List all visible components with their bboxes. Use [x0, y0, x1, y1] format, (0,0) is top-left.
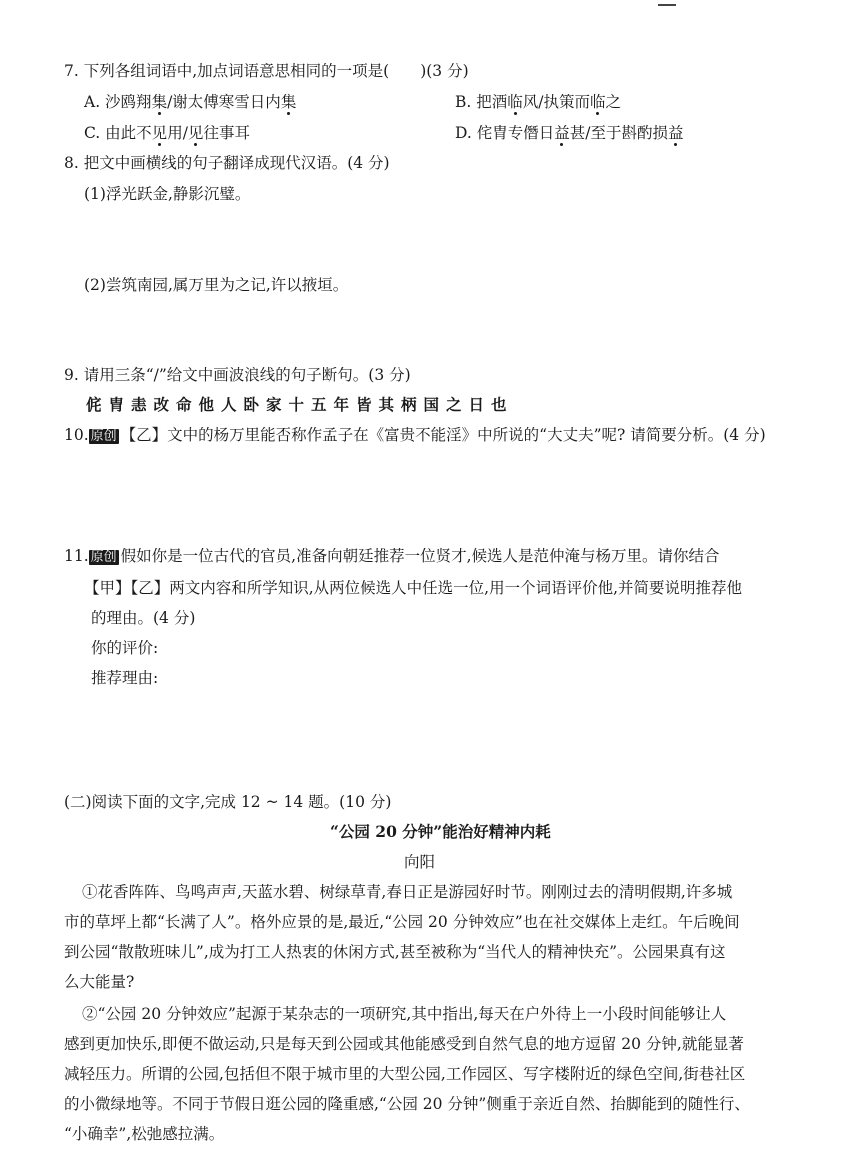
- q7-option-d[interactable]: D. 侘胄专僭日益甚/至于斟酌损益: [455, 124, 684, 142]
- q8-sentence-1: (1)浮光跃金,静影沉璧。: [84, 185, 251, 203]
- option-c-dotted-word: 见: [151, 124, 168, 142]
- q10: [64, 424, 766, 448]
- option-c-dotted-word-2: 见: [187, 124, 204, 142]
- original-badge: 原创: [90, 550, 117, 565]
- q11-line-2: 【甲】【乙】两文内容和所学知识,从两位候选人中任选一位,用一个词语评价他,并简要说明推荐他: [84, 579, 743, 597]
- q7-option-c[interactable]: C. 由此不见用/见往事耳: [84, 124, 250, 142]
- q9-sentence: 侂胄恚改命他人卧家十五年皆其柄国之日也: [86, 395, 514, 414]
- q10-text: 【乙】文中的杨万里能否称作孟子在《富贵不能淫》中所说的“大丈夫”呢? 请简要分析。(4 分): [120, 426, 766, 444]
- option-a-dotted-word: 集: [151, 93, 168, 111]
- q7-option-a[interactable]: [84, 91, 296, 113]
- q7-stem: 7. 下列各组词语中,加点词语意思相同的一项是( )(3 分): [64, 62, 469, 80]
- article-author: 向阳: [404, 853, 436, 871]
- option-a-dotted-word-2: 集: [280, 93, 297, 111]
- option-a-pre: A. 沙鸥翔: [84, 93, 152, 111]
- q11-eval-label: 你的评价:: [91, 639, 159, 657]
- paragraph-1-line: 么大能量?: [64, 973, 135, 991]
- paragraph-2-line: 感到更加快乐,即便不做运动,只是每天到公园或其他能感受到自然气息的地方逗留 20 分钟,就能显著: [64, 1035, 744, 1053]
- paragraph-2-line: 减轻压力。所谓的公园,包括但不限于城市里的大型公园,工作园区、写字楼附近的绿色空间,街巷社区: [64, 1065, 746, 1083]
- q11-reason-label: 推荐理由:: [91, 669, 159, 687]
- paragraph-2-line: ②“公园 20 分钟效应”起源于某杂志的一项研究,其中指出,每天在户外待上一小段时间能够让人: [82, 1005, 727, 1023]
- option-a-mid: /谢太傅寒雪日内: [167, 93, 281, 111]
- q10-number: 10.: [64, 426, 89, 444]
- paragraph-1-line: 到公园“散散班味儿”,成为打工人热衷的休闲方式,甚至被称为“当代人的精神快充”。公园果真有这: [64, 943, 726, 961]
- q11-line-1: 11. 原创 假如你是一位古代的官员,准备向朝廷推荐一位贤才,候选人是范仲淹与杨万里。请你结合: [64, 547, 720, 565]
- option-d-dotted-word-2: 益: [667, 124, 684, 142]
- q11-line-3: 的理由。(4 分): [91, 609, 196, 627]
- q11-number: 11.: [64, 547, 89, 565]
- option-b-dotted-word: 临: [507, 93, 523, 111]
- paragraph-2-line: “小确幸”,松弛感拉满。: [64, 1125, 225, 1143]
- q8-sentence-2: (2)尝筑南园,属万里为之记,许以掖垣。: [84, 276, 349, 294]
- paragraph-1-line: ①花香阵阵、鸟鸣声声,天蓝水碧、树绿草青,春日正是游园好时节。刚刚过去的清明假期,许多城: [82, 883, 733, 901]
- original-badge: 原创: [90, 429, 117, 444]
- article-title: “公园 20 分钟”能治好精神内耗: [330, 822, 551, 841]
- section-2-heading: (二)阅读下面的文字,完成 12 ~ 14 题。(10 分): [64, 793, 392, 811]
- paragraph-2-line: 的小微绿地等。不同于节假日逛公园的隆重感,“公园 20 分钟”侧重于亲近自然、抬脚能到的随性行、: [64, 1095, 750, 1113]
- top-edge-mark: [658, 4, 676, 6]
- q8-stem: 8. 把文中画横线的句子翻译成现代汉语。(4 分): [64, 154, 390, 172]
- paragraph-1-line: 市的草坪上都“长满了人”。格外应景的是,最近,“公园 20 分钟效应”也在社交媒体上走红。午后晚间: [64, 913, 740, 931]
- option-b-dotted-word-2: 临: [590, 93, 606, 111]
- q9-stem: 9. 请用三条“/”给文中画波浪线的句子断句。(3 分): [64, 366, 411, 384]
- option-d-dotted-word: 益: [554, 124, 570, 142]
- q7-option-b[interactable]: B. 把酒临风/执策而临之: [455, 93, 622, 111]
